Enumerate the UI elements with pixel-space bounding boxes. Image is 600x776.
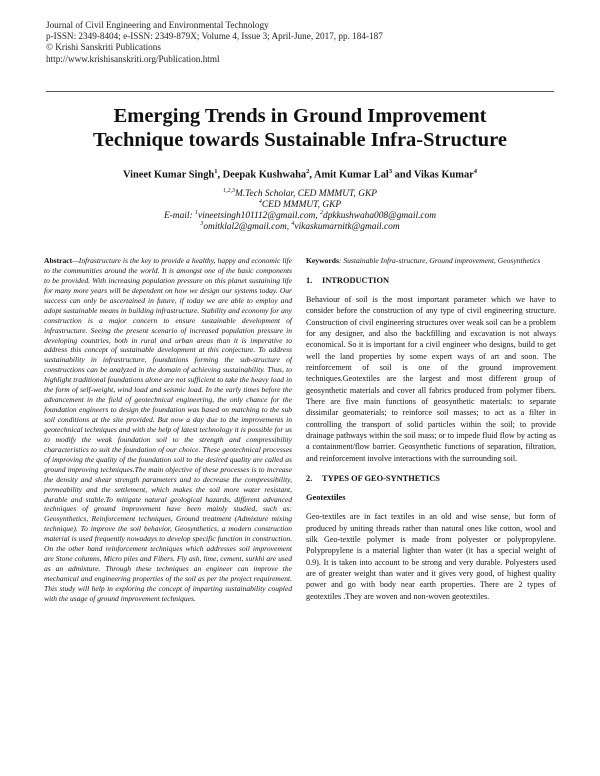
author-list bbox=[40, 168, 560, 180]
author-name: Vineet Kumar Singh bbox=[122, 169, 215, 181]
geotextiles-paragraph: Geo-textiles are in fact textiles in an old and wise sense, but form of produced by uniting threads rather than natural ones like cotton, wool and silk Geo-textile polymer is made from polyester or polypropylene. Polypropylene is a material lighter than water (it has a special weight of 0.9). It is taken into account to be strong and very durable. Polyesters used are of greater weight than water and it gives very good, of highest quality power and go with body near earth properties. There are 2 types of geotextiles .They are woven and non-woven geotextiles. bbox=[306, 512, 556, 601]
author-name: Vikas Kumar bbox=[413, 169, 474, 181]
title-line-1: Emerging Trends in Ground Improvement bbox=[113, 105, 487, 127]
paper-title bbox=[40, 104, 560, 152]
affiliation-2: $^4$CED MMMUT, GKP bbox=[258, 199, 342, 211]
email-line-2: $^3$omitklal2@gmail.com, $^4$vikaskumarnitk@gmail.com bbox=[200, 221, 400, 233]
author-sup: 3 bbox=[388, 168, 393, 175]
abstract-label: Abstract bbox=[44, 256, 73, 265]
author-sep: , bbox=[217, 169, 223, 181]
email-link[interactable]: dpkkushwaha008@gmail.com bbox=[323, 211, 437, 222]
email-link[interactable]: vikaskumarnitk@gmail.com bbox=[294, 222, 400, 233]
author-sup: 4 bbox=[473, 168, 478, 175]
keywords-text: : Sustainable Infra-structure, Ground improvement, Geosynthetics bbox=[338, 256, 541, 265]
abstract-text: —Infrastructure is the key to provide a healthy, happy and economic life to the communities around the world. It is amongst one of the basic components to be provided. With increasing population pressure on this planet sustaining life for many more years will be dependent on how we design our systems today. Our success can only be ascertained in future, if today we are able to employ and adopt sustainable means in building infrastructure. Stability and economy for any construction is a major concern to ensure sustainable development of infrastructure. Seeing the present scenario of increased population pressure in developing countries, both in rural and urban areas than it is imperative to address this concept of sustainable development at this conjecture. To address sustainability in infrastructure, foundations forming the sub-structure of constructions can be analyzed in the domain of achieving sustainability. Thus, to highlight traditional foundations alone are not sufficient to take the heavy load in the form of self-weight, wind load and seismic load. In the early times before the advancement in the field of geotechnical engineering, the only chance for the foundation engineers to design the foundation was based on matching to the sub soil conditions at the site provided. But now a day due to the improvements in geotechnical techniques and with the help of latest technology it is possible for us to modify the weak foundation soil to the strength and compressibility characteristics to suit the foundation of our choice. These geotechnical processes of improving the quality of the foundation soil to the desired quality are called as ground improving techniques.The main objective of these processes is to increase the density and shear strength parameters and to decrease the compressibility, permeability and the settlement, which makes the soil more water resistant, durable and stable.To mitigate natural geological hazards, different advanced techniques of ground improvement have been mainly studied, such as: Geosynthetics, Reinforcement techniques, Ground treatment (Admixture mixing technique). To improve the soil behavior, Geosynthetics, a modern construction material is used frequently nowadays to develop specific function in construction. On the other hand reinforcement techniques which addresses soil improvement are Stone columns, Micro piles and Fibers. Fly ash, lime, cement, surkhi are used as an admixture. Through these techniques an engineer can improve the mechanical and engineering properties of the soil as per the project requirement. This study will help in exploring the concept of imparting sustainability coupled with the usage of ground improvement techniques. bbox=[44, 256, 292, 603]
journal-issn: p-ISSN: 2349-8404; e-ISSN: 2349-879X; Volume 4, Issue 3; April-June, 2017, pp. 184-187 bbox=[46, 31, 383, 42]
affiliation-1: $^{1,2,3}$M.Tech Scholar, CED MMMUT, GKP bbox=[223, 188, 377, 200]
author-sep: , bbox=[309, 169, 314, 181]
journal-copyright: © Krishi Sanskriti Publications bbox=[46, 42, 161, 53]
journal-header bbox=[46, 20, 383, 65]
email-link[interactable]: vineetsingh101112@gmail.com, bbox=[197, 211, 320, 222]
right-column bbox=[306, 256, 556, 602]
journal-url[interactable]: http://www.krishisanskriti.org/Publication.html bbox=[46, 53, 220, 64]
journal-name: Journal of Civil Engineering and Environmental Technology bbox=[46, 20, 269, 30]
author-sep: and bbox=[392, 169, 414, 181]
header-divider bbox=[46, 91, 554, 92]
subsection-geotextiles: Geotextiles bbox=[306, 493, 346, 503]
section-heading-types: 2. TYPES OF GEO-SYNTHETICS bbox=[306, 474, 440, 484]
keywords bbox=[306, 256, 556, 266]
section-heading-introduction: 1. INTRODUCTION bbox=[306, 276, 390, 285]
abstract-column bbox=[44, 256, 292, 604]
email-line-1: E-mail: $^1$vineetsingh101112@gmail.com, $^2$dpkkushwaha008@gmail.com bbox=[163, 210, 437, 222]
author-sup: 1 bbox=[214, 168, 218, 175]
author-sup: 2 bbox=[306, 168, 310, 175]
keywords-label: Keywords bbox=[306, 256, 339, 265]
title-line-2: Technique towards Sustainable Infra-Structure bbox=[92, 129, 508, 151]
email-link[interactable]: omitklal2@gmail.com, bbox=[203, 222, 292, 233]
author-name: Deepak Kushwaha bbox=[222, 169, 307, 181]
introduction-paragraph: Behaviour of soil is the most important parameter which we have to consider before the construction of any type of civil engineering structure. Construction of civil engineering structures over weak soil can be a problem for any designer, and also the backfilling and excavation is not always economical. So it is important for a civil engineer who designs, build to get well the land properties by some expert ways of art and soon. The reinforcement of soil is one of the ground improvement techniques.Geotextiles are the largest and most different group of geosynthetic materials and cover all fabrics produced from polymer fibers. There are five main functions of geosynthetic materials: to separate dissimilar geomaterials; to reinforce soil masses; to act as a filter in controlling the transport of solid particles within the soil; to provide drainage pathways within the soil mass; or to impede fluid flow by acting as a containment/flow barrier. Geosynthetic functions of separation, filtration, and reinforcement involve interactions with the surrounding soil. bbox=[306, 295, 556, 463]
author-name: Amit Kumar Lal bbox=[313, 169, 389, 181]
